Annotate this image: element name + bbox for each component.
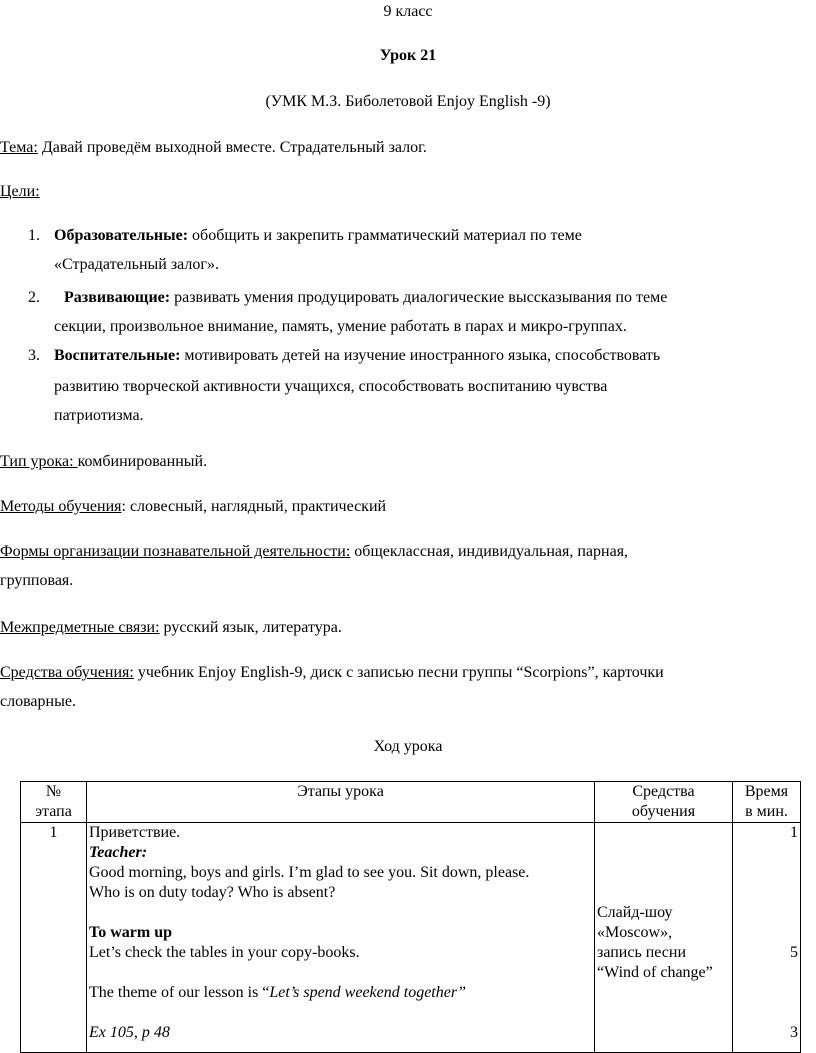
goal-1-line-2: «Страдательный залог».: [54, 256, 219, 273]
means-label: Средства обучения:: [0, 664, 134, 681]
means-value: учебник Enjoy English-9, диск с записью песни группы “Scorpions”, карточки: [133, 664, 664, 681]
forms-label: Формы организации познавательной деятельности:: [0, 543, 351, 560]
exercise-ref: Ex 105, p 48: [89, 1024, 170, 1041]
teacher-label: Teacher:: [89, 844, 148, 861]
goal-3-line-2: развитию творческой активности учащихся, способствовать воспитанию чувства: [54, 378, 608, 395]
goal-3-line-3: патриотизма.: [54, 407, 144, 424]
table-header-row: [21, 782, 801, 823]
goal-2-line-2: секции, произвольное внимание, память, умение работать в парах и микро-группах.: [54, 318, 627, 335]
means-continuation: словарные.: [0, 693, 76, 710]
grade-heading: 9 класс: [383, 3, 433, 20]
topic-label: Тема:: [0, 139, 38, 156]
means-line: [0, 663, 664, 683]
goal-1-line-1: Образовательные: обобщить и закрепить грамматический материал по теме: [54, 227, 582, 244]
goal-3-number: 3.: [28, 347, 40, 364]
methods-value: : словесный, наглядный, практический: [121, 498, 387, 515]
row-time: 1 5 3: [733, 823, 801, 1053]
course-title: Ход урока: [373, 738, 443, 755]
lesson-heading: Урок 21: [379, 47, 437, 64]
row-number: 1: [21, 823, 87, 1053]
goal-2-number: 2.: [28, 289, 40, 306]
lesson-type-value: комбинированный.: [77, 453, 208, 470]
goal-1-title: Образовательные:: [54, 227, 189, 244]
topic-value: Давай проведём выходной вместе. Страдательный залог.: [37, 139, 427, 156]
warm-up-label: To warm up: [89, 924, 172, 941]
forms-continuation: групповая.: [0, 572, 74, 589]
links-label: Межпредметные связи:: [0, 619, 160, 636]
theme-line: The theme of our lesson is “Let’s spend weekend together”: [89, 984, 466, 1001]
topic-line: [0, 138, 427, 158]
goal-3-title: Воспитательные:: [54, 347, 181, 364]
header-stages: Этапы урока: [87, 782, 595, 823]
goals-label: Цели:: [0, 183, 40, 200]
goal-3-line-1: Воспитательные: мотивировать детей на изучение иностранного языка, способствовать: [54, 347, 661, 364]
goal-2-line-1: Развивающие: развивать умения продуцировать диалогические выссказывания по теме: [64, 289, 668, 306]
lesson-table: [20, 781, 801, 1053]
methods-label: Методы обучения: [0, 498, 122, 515]
links-line: [0, 618, 342, 638]
forms-value: общеклассная, индивидуальная, парная,: [350, 543, 629, 560]
table-row: [21, 823, 801, 1053]
forms-line: [0, 542, 628, 562]
course-heading: (УМК М.З. Биболетовой Enjoy English -9): [265, 93, 551, 110]
header-time: Время в мин.: [733, 782, 801, 823]
row-means: Слайд-шоу «Moscow», запись песни “Wind of change”: [595, 823, 733, 1053]
methods-line: [0, 497, 386, 517]
header-number: № этапа: [21, 782, 87, 823]
goal-1-number: 1.: [28, 227, 40, 244]
links-value: русский язык, литература.: [159, 619, 342, 636]
lesson-type-label: Тип урока:: [0, 453, 78, 470]
goal-2-title: Развивающие:: [64, 289, 171, 306]
header-means: Средства обучения: [595, 782, 733, 823]
row-stages: Приветствие. Teacher: Good morning, boys and girls. I’m glad to see you. Sit down, please. Who is on duty today? Who is absent? To warm up Let’s check the tables in your copy-books. The theme of our lesson is “Let’s spend weekend together” Ex 105, p 48: [87, 823, 595, 1053]
lesson-type-line: [0, 452, 207, 472]
